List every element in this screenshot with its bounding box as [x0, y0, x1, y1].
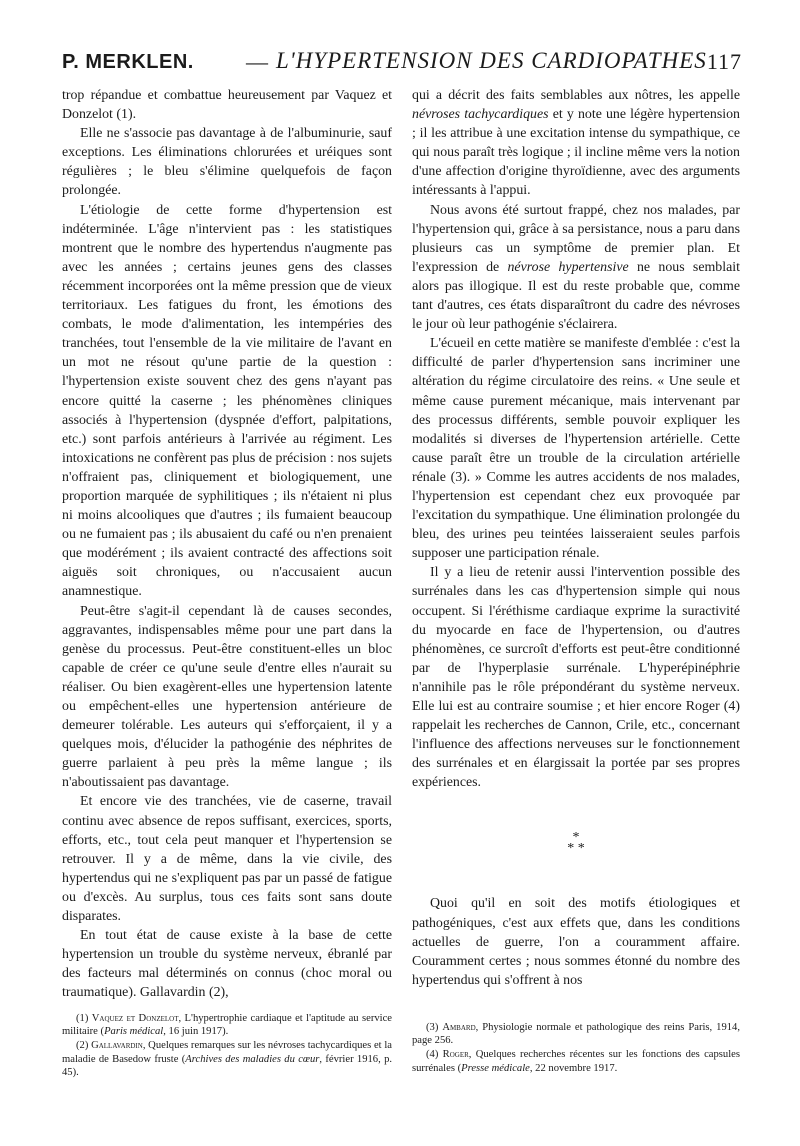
- text-run: et y note une légère hypertension ; il les attribue à une excitation intense du sympathique, ce qui nous paraît très logique ; il incline même vers la notion d'une affection d'origine thyroïdienne, avec des arguments intéressants à l'appui.: [412, 107, 740, 199]
- italic-text: Presse médicale: [461, 1062, 530, 1074]
- text-run: (2): [76, 1040, 92, 1052]
- paragraph: L'étiologie de cette forme d'hypertension est indéterminée. L'âge n'intervient pas : les statistiques montrent que le nombre des hypertendus n'augmente pas avec les années ; certains jeunes gens des classes récemment incorporées ont la même pression que de vieux territoriaux. Les fatigues du front, les émotions des combats, le mode d'alimentation, les intempéries des tranchées, tout l'ensemble de la vie militaire de l'avant en un mot ne résout qu'une partie de la question : l'hypertension existe souvent chez des gens n'ayant pas encore quitté la caserne ; les phénomènes cliniques associés à l'hypertension (dyspnée d'effort, palpitations, etc.) sont parfois antérieurs à l'arrivée au régiment. Les intoxications ne confèrent pas plus de précision : nos sujets n'offraient pas, cliniquement et biologiquement, une proportion marquée de syphilitiques ; ils n'étaient ni plus ni moins alcooliques que d'autres ; ils fumaient beaucoup ou ne fumaient pas ; ils abusaient du café ou n'en prenaient que modérément ; ils avaient contracté des affections soit aiguës soit chroniques, ou n'accusaient aucun anamnestique.: [62, 202, 392, 600]
- paragraph: Quoi qu'il en soit des motifs étiologiques et pathogéniques, c'est aux effets que, dans les conditions actuelles de guerre, l'on a couramment affaire. Couramment certes ; nous sommes étonné du nombre des hypertendus qui s'offrent à nos: [412, 896, 740, 988]
- paragraph: Peut-être s'agit-il cependant là de causes secondes, aggravantes, indispensables même pour une part dans la genèse du processus. Peut-être constituent-elles un bloc capable de créer ce qu'une seule d'entre elles n'aurait su réaliser. Ou bien exagèrent-elles une hypertension latente ou empêchent-elles une hypertension antérieure de demeurer tolérable. Les auteurs qui s'efforçaient, il y a quelques mois, d'élucider la pathogénie des néphrites de guerre parlaient à peu près la même langue ; ils n'aboutissaient pas davantage.: [62, 603, 392, 791]
- asterism-bottom: * *: [567, 841, 585, 857]
- text-run: qui a décrit des faits semblables aux nôtres, les appelle: [412, 88, 740, 103]
- asterism: [412, 832, 740, 866]
- running-header: [62, 47, 742, 81]
- author-name: Roger: [442, 1049, 469, 1061]
- paragraph: [412, 86, 740, 201]
- right-column-paragraphs: [412, 86, 740, 792]
- paragraph: [412, 201, 740, 335]
- text-run: , février 1916, p. 45).: [62, 1053, 393, 1078]
- right-column-closing: [412, 894, 740, 989]
- footnotes-left: [62, 1012, 392, 1080]
- right-column: [412, 86, 740, 990]
- author-name: Ambard: [442, 1022, 476, 1033]
- text-run: , L'hypertrophie cardiaque et l'aptitude au service militaire (: [62, 1013, 392, 1038]
- italic-text: névrose hypertensive: [507, 259, 629, 275]
- text-run: L'écueil en cette matière se manifeste d'emblée : c'est la difficulté de parler d'hypertension sans incriminer une altération du régime circulatoire des reins. « Une seule et même cause purement mécanique, mais intervenant par des processus différents, semble pouvoir expliquer les modalités si diverses de l'hypertension artérielle. Cette cause paraît être un trouble de la circulation artérielle rénale (3). » Comme les autres accidents de nos malades, l'hypertension est cependant chez eux provoquée par l'excitation du sympathique. Une élimination prolongée du bleu, des urines peu teintées laisseraient seules parfois supposer une participation rénale.: [412, 336, 740, 562]
- footnote: [62, 1012, 392, 1038]
- text-run: ne nous semblait alors pas illogique. Il est du reste probable que, comme tant d'autres, ces états disparaîtront du cadre des névroses le jour où leur pathogénie s'éclairera.: [412, 259, 740, 333]
- text-run: , 16 juin 1917).: [163, 1026, 229, 1038]
- paragraph: [412, 563, 740, 792]
- paragraph: Et encore vie des tranchées, vie de caserne, travail continu avec absence de repos suffisant, exercices, sports, efforts, etc., tout cela peut manquer et l'hypertension se retrouver. Il y a de même, dans la vie civile, des hypertendus qui ne s'expliquent pas par un passé de fatigue ou d'excès. Au surplus, tous ces faits sont sans doute disparates.: [62, 794, 392, 925]
- text-run: Nous avons été surtout frappé, chez nos malades, par l'hypertension qui, grâce à sa persistance, nous a paru dans plusieurs cas un symptôme de premier plan. Et l'expression de: [412, 202, 740, 275]
- italic-text: Paris médical: [104, 1026, 164, 1038]
- text-run: (3): [426, 1022, 443, 1033]
- footnote: [62, 1039, 392, 1079]
- page-number: 117: [706, 49, 742, 74]
- header-author: P. MERKLEN.: [62, 51, 194, 73]
- text-run: (4): [426, 1049, 443, 1061]
- text-run: Il y a lieu de retenir aussi l'intervention possible des surrénales dans les cas d'hypertension simple qui nous occupent. Si l'éréthisme cardiaque exprime la suractivité du myocarde en face de l'hypertension, ou d'autres phénomènes, ce surcroît d'efforts est peut-être conditionné par de l'hyperplasie surrénale. L'hyperépinéphrie n'annihile pas le rôle prépondérant du système nerveux. Elle lui est au contraire soumise ; et hier encore Roger (4) rappelait les recherches de Cannon, Crile, etc., concernant l'influence des affections nerveuses sur le fonctionnement des surrénales et en élargissait la portée par ses propres expériences.: [412, 565, 740, 791]
- asterism-top: *: [572, 830, 580, 846]
- italic-text: Archives des maladies du cœur: [185, 1053, 320, 1065]
- text-run: , Quelques remarques sur les névroses tachycardiques et la maladie de Basedow fruste (: [62, 1040, 392, 1065]
- header-title: L'HYPERTENSION DES CARDIOPATHES: [276, 48, 707, 73]
- paragraph: trop répandue et combattue heureusement par Vaquez et Donzelot (1).: [62, 88, 392, 123]
- author-name: Gallavardin: [91, 1040, 143, 1052]
- paragraph: En tout état de cause existe à la base de cette hypertension un trouble du système nerveux, ébranlé par des facteurs mal déterminés on connus (choc moral ou traumatique). Gallavardin (2),: [62, 928, 392, 1001]
- text-run: , Quelques recherches récentes sur les fonctions des capsules surrénales (: [412, 1049, 740, 1074]
- text-run: , 22 novembre 1917.: [529, 1062, 618, 1074]
- footnotes-right: [412, 1021, 740, 1076]
- paragraph: [412, 334, 740, 563]
- author-name: Vaquez et Donzelot: [91, 1013, 179, 1024]
- header-dash: —: [246, 49, 268, 74]
- italic-text: névroses tachycardiques: [412, 107, 549, 123]
- text-run: (1): [76, 1013, 92, 1024]
- footnote: [412, 1021, 740, 1047]
- paragraph: Elle ne s'associe pas davantage à de l'albuminurie, sauf exceptions. Les éliminations chlorurées et uréiques sont régulières ; le bleu s'élimine quelquefois de façon prolongée.: [62, 126, 392, 199]
- text-run: , Physiologie normale et pathologique des reins Paris, 1914, page 256.: [412, 1022, 740, 1047]
- left-column: [62, 86, 392, 1003]
- footnote: [412, 1048, 740, 1074]
